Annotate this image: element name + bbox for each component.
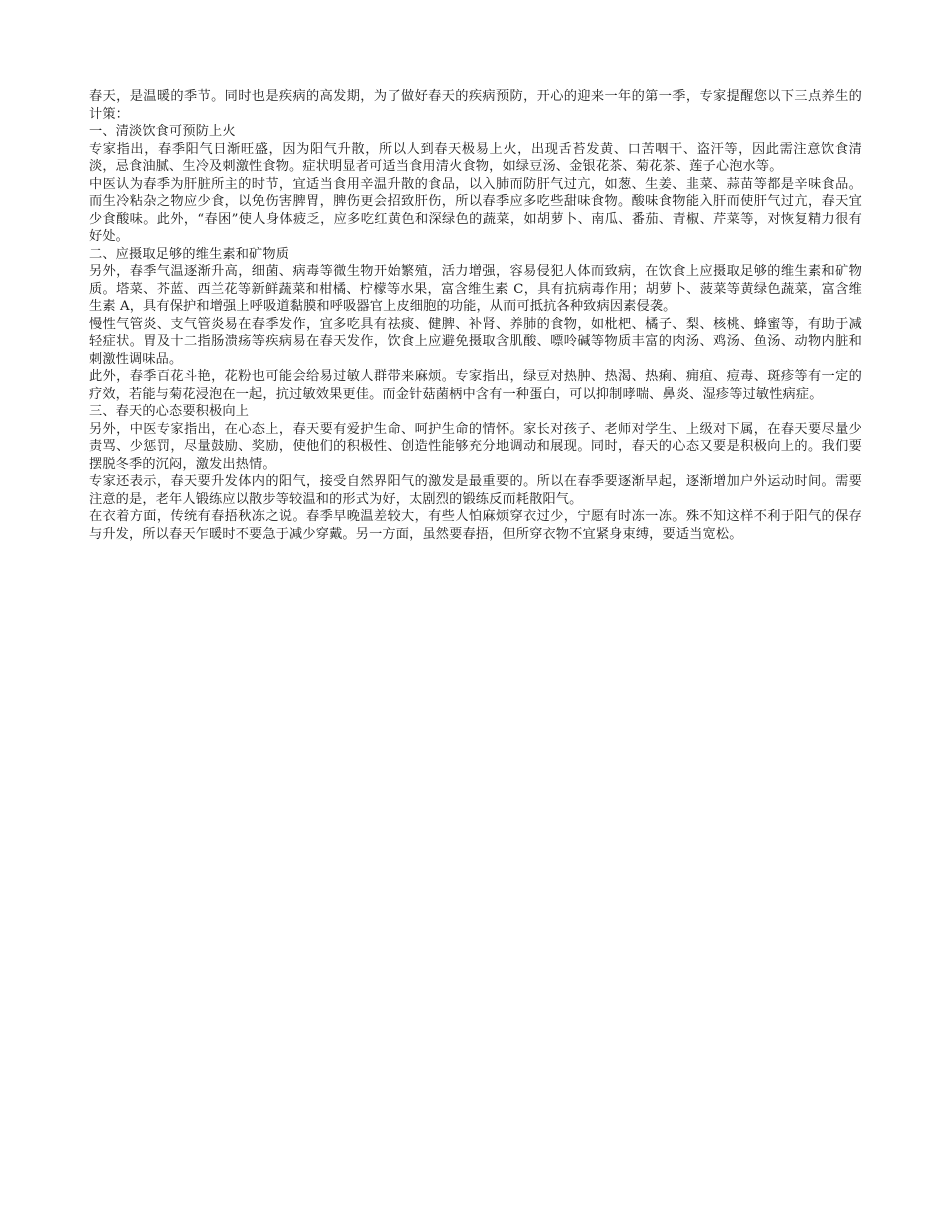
body-paragraph: 此外，春季百花斗艳，花粉也可能会给易过敏人群带来麻烦。专家指出，绿豆对热肿、热渴、热痢、痈疽、痘毒、斑疹等有一定的疗效，若能与菊花浸泡在一起，抗过敏效果更佳。而金针菇菌柄中含有一种蛋白，可以抑制哮喘、鼻炎、湿疹等过敏性病症。: [89, 369, 862, 402]
section-heading-2: 二、应摄取足够的维生素和矿物质: [89, 246, 290, 262]
body-paragraph: 另外，中医专家指出，在心态上，春天要有爱护生命、呵护生命的情怀。家长对孩子、老师对学生、上级对下属，在春天要尽量少责骂、少惩罚，尽量鼓励、奖励，使他们的积极性、创造性能够充分地调动和展现。同时，春天的心态又要是积极向上的。我们要摆脱冬季的沉闷，激发出热情。: [89, 421, 862, 472]
intro-paragraph: 春天，是温暖的季节。同时也是疾病的高发期，为了做好春天的疾病预防，开心的迎来一年的第一季，专家提醒您以下三点养生的计策：: [89, 89, 862, 122]
section-heading-1: 一、清淡饮食可预防上火: [89, 124, 236, 139]
body-paragraph: 专家还表示，春天要升发体内的阳气，接受自然界阳气的激发是最重要的。所以在春季要逐渐早起，逐渐增加户外运动时间。需要注意的是，老年人锻练应以散步等较温和的形式为好，太剧烈的锻练反而耗散阳气。: [89, 474, 862, 507]
body-paragraph: 专家指出，春季阳气日渐旺盛，因为阳气升散，所以人到春天极易上火，出现舌苔发黄、口苦咽干、盗汗等，因此需注意饮食清淡，忌食油腻、生冷及刺激性食物。症状明显者可适当食用清火食物，如绿豆汤、金银花茶、菊花茶、莲子心泡水等。: [89, 141, 862, 174]
document-body: [89, 88, 862, 543]
body-paragraph: 慢性气管炎、支气管炎易在春季发作，宜多吃具有祛痰、健脾、补肾、养肺的食物，如枇杷、橘子、梨、核桃、蜂蜜等，有助于减轻症状。胃及十二指肠溃疡等疾病易在春天发作，饮食上应避免摄取含肌酸、嘌呤碱等物质丰富的肉汤、鸡汤、鱼汤、动物内脏和刺激性调味品。: [89, 316, 862, 367]
section-heading-3: 三、春天的心态要积极向上: [89, 404, 250, 419]
body-paragraph: 另外，春季气温逐渐升高，细菌、病毒等微生物开始繁殖，活力增强，容易侵犯人体而致病，在饮食上应摄取足够的维生素和矿物质。塔菜、芥蓝、西兰花等新鲜蔬菜和柑橘、柠檬等水果，富含维生素 C，具有抗病毒作用；胡萝卜、菠菜等黄绿色蔬菜，富含维生素 A，具有保护和增强上呼吸道黏膜和呼吸器官上皮细胞的功能，从而可抵抗各种致病因素侵袭。: [89, 264, 862, 314]
body-paragraph: 在衣着方面，传统有春捂秋冻之说。春季早晚温差较大，有些人怕麻烦穿衣过少，宁愿有时冻一冻。殊不知这样不利于阳气的保存与升发，所以春天乍暖时不要急于减少穿戴。另一方面，虽然要春捂，但所穿衣物不宜紧身束缚，要适当宽松。: [89, 509, 862, 542]
body-paragraph: 中医认为春季为肝脏所主的时节，宜适当食用辛温升散的食品，以入肺而防肝气过亢，如葱、生姜、韭菜、蒜苗等都是辛味食品。而生冷粘杂之物应少食，以免伤害脾胃，脾伤更会招致肝伤，所以春季应多吃些甜味食物。酸味食物能入肝而使肝气过亢，春天宜少食酸味。此外，“春困”使人身体疲乏，应多吃红黄色和深绿色的蔬菜，如胡萝卜、南瓜、番茄、青椒、芹菜等，对恢复精力很有好处。: [89, 176, 862, 244]
